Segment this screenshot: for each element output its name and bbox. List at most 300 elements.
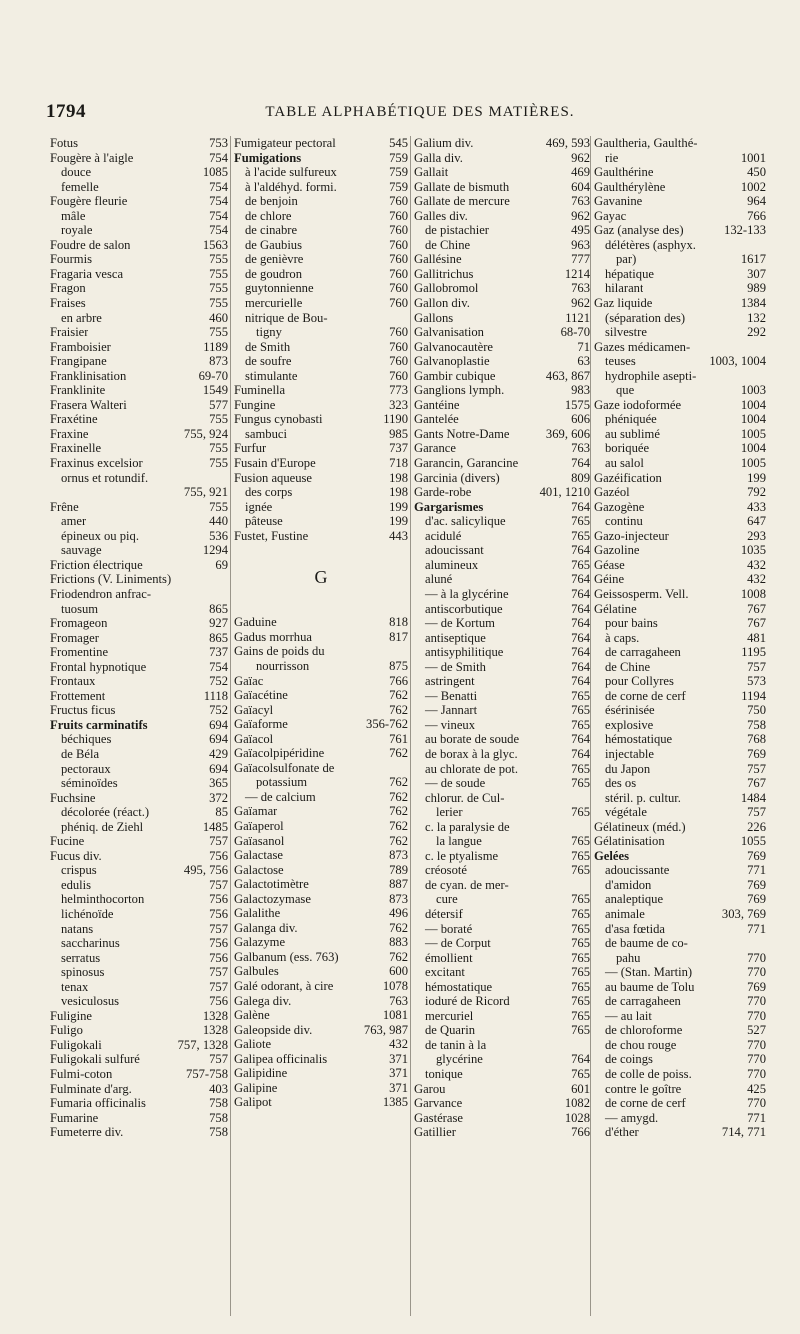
entry-term: Gaïaforme [234,717,288,732]
entry-term: Frontal hypnotique [50,659,147,674]
entry-term: (séparation des) [605,310,686,325]
entry-pages: 764 [571,499,590,514]
entry-term: crispus [61,863,97,878]
entry-pages: 989 [747,281,766,296]
entry-term: Galipidine [234,1066,288,1081]
entry-pages: 432 [389,1037,408,1052]
index-entry [414,892,590,907]
entry-term: Gaïacolsulfonate de [234,760,335,775]
entry-term: délétères (asphyx. [605,237,696,252]
index-entry [234,296,408,311]
entry-pages: 765 [571,1008,590,1023]
entry-pages: 718 [389,456,408,471]
index-entry [414,951,590,966]
entry-pages: 760 [389,296,408,311]
index-entry [594,849,766,864]
index-entry [50,136,228,151]
index-entry [414,936,590,951]
entry-term: adoucissant [425,543,484,558]
entry-term: Gallate de bismuth [414,179,510,194]
entry-pages: 1617 [740,252,766,267]
entry-pages: 762 [389,833,408,848]
entry-term: stimulante [245,368,298,383]
index-entry [594,296,766,311]
entry-term: Foudre de salon [50,237,131,252]
entry-pages: 768 [747,732,766,747]
entry-term: Galbanum (ess. 763) [234,949,339,964]
entry-pages: 770 [747,994,766,1009]
entry-term: Gayac [594,208,627,223]
entry-term: animale [605,906,645,921]
entry-pages: 760 [389,281,408,296]
entry-pages: 764 [571,630,590,645]
index-entry [234,848,408,863]
section-letter-g: G [314,567,328,588]
entry-term: — vineux [425,717,476,732]
entry-term: par) [616,252,637,267]
entry-term: au chlorate de pot. [425,761,519,776]
entry-term: silvestre [605,325,647,340]
index-entry [414,863,590,878]
index-entry [234,804,408,819]
index-entry [594,281,766,296]
index-entry [414,980,590,995]
entry-term: Gallobromol [414,281,479,296]
entry-term: Fourmis [50,252,92,267]
entry-term: Fraxétine [50,412,98,427]
entry-term: à l'aldéhyd. formi. [245,179,337,194]
entry-pages: 756 [209,906,228,921]
entry-pages: 865 [209,601,228,616]
entry-pages: 771 [747,921,766,936]
index-entry [234,877,408,892]
entry-pages: 600 [389,964,408,979]
entry-pages: 766 [389,673,408,688]
entry-pages: 764 [571,601,590,616]
entry-term: Frottement [50,688,106,703]
entry-term: Gaïacétine [234,688,288,703]
index-entry [50,296,228,311]
index-entry [594,863,766,878]
entry-pages: 767 [747,616,766,631]
entry-pages: 769 [747,892,766,907]
entry-pages: 765 [571,950,590,965]
entry-term: Gallait [414,165,449,180]
index-entry [594,660,766,675]
index-entry [414,732,590,747]
entry-term: hydrophile asepti- [605,368,697,383]
entry-pages: 762 [389,775,408,790]
index-entry [594,616,766,631]
entry-term: Gaïacol [234,731,274,746]
entry-term: boriquée [605,441,650,456]
entry-term: hémostatique [605,732,673,747]
entry-pages: 757 [209,877,228,892]
entry-pages: 1194 [741,688,766,703]
entry-term: ignée [245,499,273,514]
entry-term: émollient [425,950,473,965]
entry-term: vesiculosus [61,994,120,1009]
entry-pages: 755 [209,325,228,340]
entry-term: Gazes médicamen- [594,339,691,354]
entry-term: — boraté [425,921,473,936]
entry-pages: 1085 [202,165,228,180]
entry-term: Gaïacyl [234,702,274,717]
index-entry [234,340,408,355]
entry-term: — de Kortum [425,616,495,631]
index-entry [414,1125,590,1140]
index-entry [50,529,228,544]
index-entry [50,1038,228,1053]
entry-pages: 694 [209,732,228,747]
entry-term: Fromageon [50,616,108,631]
entry-pages: 1082 [564,1096,590,1111]
index-entry [50,674,228,689]
entry-term: Fumaria officinalis [50,1096,146,1111]
entry-pages: 369, 606 [545,426,590,441]
entry-pages: 754 [209,659,228,674]
entry-term: Gelées [594,848,629,863]
index-entry [414,383,590,398]
running-header [0,104,800,121]
entry-term: de borax à la glyc. [425,746,518,761]
index-entry [50,311,228,326]
index-entry [594,223,766,238]
entry-term: Gaïacolpipéridine [234,746,325,761]
entry-term: Galanga div. [234,920,298,935]
entry-pages: 764 [571,456,590,471]
entry-term: sauvage [61,543,102,558]
index-entry [414,209,590,224]
index-column-1 [50,136,228,1140]
index-entry [50,689,228,704]
entry-term: Fumigations [234,150,302,165]
index-entry [234,311,408,326]
index-entry [594,369,766,384]
entry-pages: 1118 [203,688,228,703]
index-entry [594,1125,766,1140]
entry-term: de colle de poiss. [605,1067,692,1081]
index-entry [594,951,766,966]
entry-pages: 760 [389,354,408,369]
index-entry [594,1096,766,1111]
entry-pages: 769 [747,979,766,994]
index-entry [234,615,408,630]
index-entry [414,994,590,1009]
entry-pages: 1002 [740,179,766,194]
index-entry [234,630,408,645]
index-entry [234,761,408,776]
entry-term: Gaïaperol [234,818,284,833]
index-entry [414,398,590,413]
index-entry [594,820,766,835]
entry-pages: 757 [747,761,766,776]
entry-term: tenax [61,979,89,994]
entry-term: mercuriel [425,1008,474,1023]
index-entry [594,325,766,340]
index-entry [50,427,228,442]
entry-pages: 752 [209,703,228,718]
index-entry [594,645,766,660]
index-entry [414,412,590,427]
entry-term: — de calcium [245,789,316,804]
entry-pages: 764 [571,732,590,747]
index-entry [50,1052,228,1067]
entry-term: Garde-robe [414,485,472,500]
index-entry [50,732,228,747]
entry-term: Galiote [234,1037,272,1052]
index-entry [594,1111,766,1126]
entry-pages: 450 [747,165,766,180]
entry-term: d'éther [605,1125,639,1140]
entry-term: épineux ou piq. [61,528,139,543]
entry-pages: 773 [389,383,408,398]
entry-term: — amygd. [605,1110,659,1125]
index-entry [414,136,590,151]
entry-term: amer [61,514,87,529]
entry-term: Galactotimètre [234,877,309,892]
entry-pages: 756 [209,994,228,1009]
entry-term: de pistachier [425,223,489,238]
entry-pages: 606 [571,412,590,427]
entry-term: pahu [616,950,641,965]
index-entry [234,1052,408,1067]
entry-term: Fucine [50,834,85,849]
entry-term: explosive [605,717,654,732]
entry-pages: 760 [389,223,408,238]
entry-pages: 754 [209,208,228,223]
index-entry [234,165,408,180]
entry-term: d'amidon [605,877,652,892]
entry-pages: 753 [209,136,228,150]
entry-pages: 763 [571,281,590,296]
entry-pages: 759 [389,165,408,180]
index-entry [50,703,228,718]
entry-pages: 763 [571,194,590,209]
entry-term: Frictions (V. Liniments) [50,572,172,587]
entry-pages: 754 [209,223,228,238]
index-entry [594,558,766,573]
entry-pages: 760 [389,252,408,267]
index-entry [50,558,228,573]
entry-pages: 132 [747,310,766,325]
entry-pages: 873 [209,354,228,369]
entry-pages: 764 [571,616,590,631]
entry-pages: 755 [209,281,228,296]
index-entry [414,762,590,777]
entry-pages: 765 [571,557,590,572]
index-entry [414,441,590,456]
entry-term: tuosum [61,601,99,616]
entry-pages: 765 [571,761,590,776]
entry-pages: 764 [571,586,590,601]
entry-pages: 755 [209,499,228,514]
entry-pages: 756 [209,892,228,907]
entry-term: de genièvre [245,252,304,267]
index-entry [234,427,408,442]
index-entry [234,180,408,195]
index-entry [594,427,766,442]
index-entry [50,194,228,209]
index-entry [594,412,766,427]
entry-pages: 527 [747,1023,766,1038]
entry-term: Galalithe [234,906,281,921]
entry-term: rie [605,150,619,165]
entry-term: la langue [436,834,482,849]
index-entry [414,529,590,544]
entry-term: Ganglions lymph. [414,383,505,398]
entry-term: Garvance [414,1096,463,1111]
index-entry [414,674,590,689]
index-entry [414,834,590,849]
entry-pages: 758 [209,1125,228,1140]
entry-term: Gaulthérine [594,165,654,180]
entry-pages: 323 [389,397,408,412]
entry-term: lerier [436,805,463,820]
entry-term: séminoïdes [61,776,118,791]
entry-pages: 1485 [202,819,228,834]
entry-term: ornus et rotundif. [61,470,149,485]
entry-pages: 770 [747,1067,766,1081]
entry-pages: 765 [571,703,590,718]
entry-term: Fusion aqueuse [234,470,313,485]
entry-pages: 293 [747,528,766,543]
index-entry [594,805,766,820]
entry-pages: 755 [209,296,228,311]
index-entry [50,500,228,515]
index-entry [234,703,408,718]
entry-pages: 647 [747,514,766,529]
entry-pages: 755 [209,412,228,427]
entry-pages: 757 [209,921,228,936]
entry-term: Fromager [50,630,99,645]
entry-pages: 469 [571,165,590,180]
entry-term: de baume de co- [605,936,688,951]
entry-term: Gallon div. [414,296,470,311]
entry-term: hépatique [605,266,654,281]
entry-term: antiseptique [425,630,486,645]
index-entry [414,456,590,471]
entry-pages: 755 [209,441,228,456]
index-entry [414,1038,590,1053]
entry-term: Frangipane [50,354,107,369]
index-entry [414,223,590,238]
index-entry [234,209,408,224]
entry-term: c. la paralysie de [425,819,510,834]
entry-pages: 371 [389,1080,408,1095]
index-entry [594,485,766,500]
index-entry [234,775,408,790]
entry-term: des os [605,776,637,791]
entry-term: Gaïac [234,673,264,688]
index-entry [594,543,766,558]
entry-term: Fusain d'Europe [234,456,316,471]
index-entry [50,1125,228,1140]
index-entry [594,311,766,326]
entry-term: à caps. [605,630,640,645]
entry-pages: 307 [747,266,766,281]
index-entry [234,485,408,500]
index-entry [50,514,228,529]
entry-term: injectable [605,746,654,761]
entry-term: Galactose [234,862,284,877]
index-entry [414,427,590,442]
entry-term: serratus [61,950,101,965]
entry-pages: 756 [209,848,228,863]
index-entry [234,674,408,689]
entry-term: végétale [605,805,647,820]
entry-pages: 1214 [564,266,590,281]
entry-term: antisyphilitique [425,645,504,660]
entry-pages: 356-762 [366,717,408,732]
entry-term: de soufre [245,354,292,369]
entry-term: Fuchsine [50,790,96,805]
entry-pages: 1563 [202,237,228,252]
entry-pages: 764 [571,645,590,660]
entry-term: de carragaheen [605,645,681,660]
entry-pages: 765 [571,1067,590,1081]
entry-pages: 765 [571,994,590,1009]
entry-pages: 754 [209,179,228,194]
index-entry [414,1052,590,1067]
entry-pages: 1294 [202,543,228,558]
entry-pages: 765 [571,514,590,529]
index-entry [414,180,590,195]
entry-pages: 771 [747,863,766,878]
entry-term: Framboisier [50,339,111,354]
index-entry [234,325,408,340]
entry-term: Gaze iodoformée [594,397,682,412]
entry-pages: 1003, 1004 [709,354,766,369]
entry-pages: 1484 [740,790,766,805]
entry-term: Gastérase [414,1110,463,1125]
entry-term: en arbre [61,310,102,325]
entry-pages: 750 [747,703,766,718]
index-entry [50,238,228,253]
entry-term: Fragaria vesca [50,266,124,281]
entry-pages: 759 [389,179,408,194]
entry-pages: 495, 756 [183,863,228,878]
index-entry [594,471,766,486]
index-entry [234,1081,408,1096]
index-entry [234,1066,408,1081]
entry-term: Gallitrichus [414,266,474,281]
entry-term: à l'acide sulfureux [245,165,337,180]
index-entry [50,791,228,806]
entry-term: — (Stan. Martin) [605,965,693,980]
entry-term: au borate de soude [425,732,520,747]
entry-pages: 71 [577,339,590,354]
entry-pages: 818 [389,615,408,630]
entry-pages: 132-133 [724,223,766,238]
entry-pages: 817 [389,629,408,644]
index-entry [234,1008,408,1023]
entry-term: Gaulthérylène [594,179,666,194]
entry-term: de Béla [61,746,100,761]
entry-term: pâteuse [245,514,283,529]
entry-pages: 429 [209,746,228,761]
index-entry [234,717,408,732]
entry-pages: 769 [747,877,766,892]
entry-term: acidulé [425,528,462,543]
entry-term: Frêne [50,499,79,514]
entry-pages: 754 [209,150,228,165]
entry-pages: 440 [209,514,228,529]
index-entry [414,631,590,646]
index-entry [594,151,766,166]
entry-pages: 85 [215,805,228,820]
index-entry [594,689,766,704]
